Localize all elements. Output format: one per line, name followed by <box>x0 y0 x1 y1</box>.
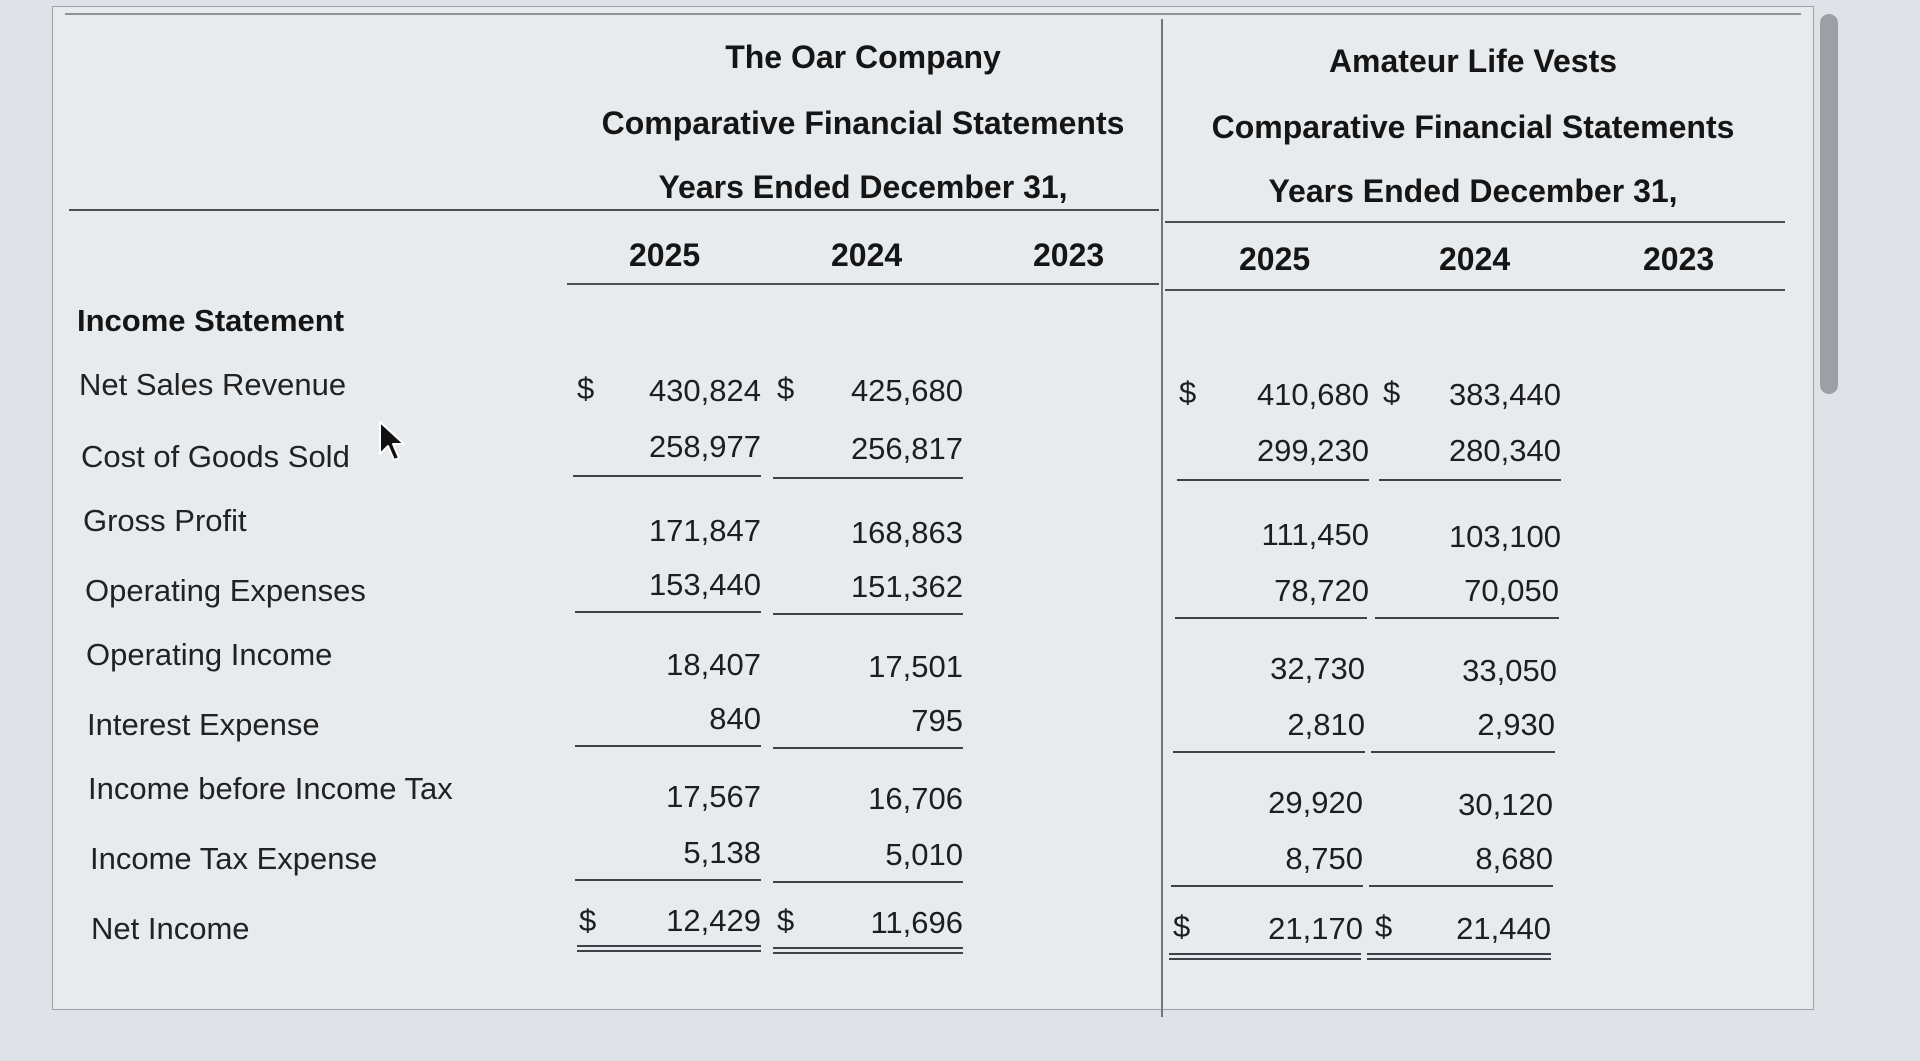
vests-2024-cogs: 280,340 <box>1448 433 1561 468</box>
vests-2024-gross-profit: 103,100 <box>1448 519 1561 554</box>
vests-2024-cogs-underline <box>1379 479 1561 481</box>
vests-2025-tax-underline <box>1171 885 1363 887</box>
oar-2025-gross-profit: 171,847 <box>648 513 761 548</box>
company-separator <box>1161 19 1163 1017</box>
label-operating-expenses: Operating Expenses <box>85 573 366 608</box>
vests-2024-tax-underline <box>1369 885 1553 887</box>
oar-2025-net-income: 12,429 <box>666 903 761 938</box>
label-interest-expense: Interest Expense <box>87 707 320 742</box>
oar-period: Years Ended December 31, <box>658 169 1068 205</box>
section-heading: Income Statement <box>77 303 345 338</box>
vests-dollar-net-income-2024: $ <box>1375 909 1393 944</box>
oar-2024-operating-expenses: 151,362 <box>850 569 963 604</box>
vests-year-2024: 2024 <box>1439 241 1511 277</box>
year-rule-left <box>567 283 1159 285</box>
oar-year-2025: 2025 <box>629 237 701 273</box>
oar-2025-operating-expenses: 153,440 <box>648 567 761 602</box>
vests-2024-operating-expenses: 70,050 <box>1464 573 1559 608</box>
oar-2024-operating-income: 17,501 <box>868 649 963 684</box>
label-operating-income: Operating Income <box>86 637 333 672</box>
vests-2024-net-sales: 383,440 <box>1448 377 1561 412</box>
vests-2024-interest-underline <box>1371 751 1555 753</box>
vests-year-2023: 2023 <box>1643 241 1715 277</box>
oar-2025-income-tax: 5,138 <box>683 835 761 870</box>
oar-2025-cogs-underline <box>573 475 761 477</box>
label-net-sales: Net Sales Revenue <box>79 367 347 402</box>
oar-2025-cogs: 258,977 <box>648 429 761 464</box>
vests-dollar-sales-2024: $ <box>1383 375 1401 410</box>
oar-2024-interest-underline <box>773 747 963 749</box>
oar-2024-net-income-double-underline <box>773 947 963 954</box>
header-rule <box>69 209 1159 211</box>
financial-statements-panel <box>52 6 1814 1010</box>
oar-2024-interest-expense: 795 <box>911 703 963 738</box>
vests-2024-operating-income: 33,050 <box>1462 653 1557 688</box>
oar-year-2024: 2024 <box>831 237 903 273</box>
vests-2025-net-sales: 410,680 <box>1256 377 1369 412</box>
oar-2024-tax-underline <box>773 881 963 883</box>
vests-dollar-net-income: $ <box>1173 909 1191 944</box>
vests-2025-gross-profit: 111,450 <box>1261 517 1369 552</box>
vertical-scrollbar-thumb[interactable] <box>1820 14 1838 394</box>
vests-2025-net-income: 21,170 <box>1268 911 1363 946</box>
vests-year-2025: 2025 <box>1239 241 1311 277</box>
vests-2025-interest-underline <box>1173 751 1365 753</box>
oar-2024-income-before-tax: 16,706 <box>868 781 963 816</box>
oar-2024-cogs: 256,817 <box>850 431 963 466</box>
oar-2025-interest-underline <box>575 745 761 747</box>
vests-2024-net-income-double-underline <box>1367 953 1551 960</box>
oar-dollar-sales-2024: $ <box>777 371 795 406</box>
vests-2025-net-income-double-underline <box>1169 953 1361 960</box>
vests-period: Years Ended December 31, <box>1268 173 1678 209</box>
oar-2025-net-sales: 430,824 <box>648 373 761 408</box>
oar-2024-net-income: 11,696 <box>870 905 963 940</box>
oar-2024-gross-profit: 168,863 <box>850 515 963 550</box>
vests-2025-operating-expenses: 78,720 <box>1274 573 1369 608</box>
oar-company-name: The Oar Company <box>725 39 1001 75</box>
vests-dollar-sales: $ <box>1179 375 1197 410</box>
vests-2024-income-tax: 8,680 <box>1475 841 1553 876</box>
oar-2025-opex-underline <box>575 611 761 613</box>
oar-2025-net-income-double-underline <box>577 945 761 952</box>
oar-dollar-net-income: $ <box>579 903 597 938</box>
oar-2025-income-before-tax: 17,567 <box>666 779 761 814</box>
top-rule <box>65 13 1801 15</box>
oar-2024-income-tax: 5,010 <box>885 837 963 872</box>
oar-2025-tax-underline <box>575 879 761 881</box>
vests-2024-net-income: 21,440 <box>1456 911 1551 946</box>
oar-2024-opex-underline <box>773 613 963 615</box>
header-rule-right <box>1165 221 1785 223</box>
oar-year-2023: 2023 <box>1033 237 1105 273</box>
label-gross-profit: Gross Profit <box>83 503 247 538</box>
label-net-income: Net Income <box>91 911 250 946</box>
label-income-tax-expense: Income Tax Expense <box>90 841 378 876</box>
vests-2025-cogs: 299,230 <box>1256 433 1369 468</box>
vests-2025-cogs-underline <box>1177 479 1369 481</box>
vests-2025-opex-underline <box>1175 617 1367 619</box>
vests-2024-income-before-tax: 30,120 <box>1458 787 1553 822</box>
vests-2025-income-before-tax: 29,920 <box>1268 785 1363 820</box>
oar-dollar-sales: $ <box>577 371 595 406</box>
oar-2024-net-sales: 425,680 <box>850 373 963 408</box>
oar-2025-operating-income: 18,407 <box>666 647 761 682</box>
vests-statement-title: Comparative Financial Statements <box>1211 109 1735 145</box>
vests-2025-income-tax: 8,750 <box>1285 841 1363 876</box>
oar-2025-interest-expense: 840 <box>709 701 761 736</box>
year-rule-right <box>1165 289 1785 291</box>
label-cogs: Cost of Goods Sold <box>81 439 350 474</box>
oar-statement-title: Comparative Financial Statements <box>601 105 1125 141</box>
oar-dollar-net-income-2024: $ <box>777 903 795 938</box>
vests-2024-opex-underline <box>1375 617 1559 619</box>
label-income-before-tax: Income before Income Tax <box>88 771 453 806</box>
oar-2024-cogs-underline <box>773 477 963 479</box>
vests-2024-interest-expense: 2,930 <box>1477 707 1555 742</box>
vests-2025-operating-income: 32,730 <box>1270 651 1365 686</box>
vests-2025-interest-expense: 2,810 <box>1287 707 1365 742</box>
vests-company-name: Amateur Life Vests <box>1328 43 1618 79</box>
mouse-cursor-icon <box>378 420 408 464</box>
